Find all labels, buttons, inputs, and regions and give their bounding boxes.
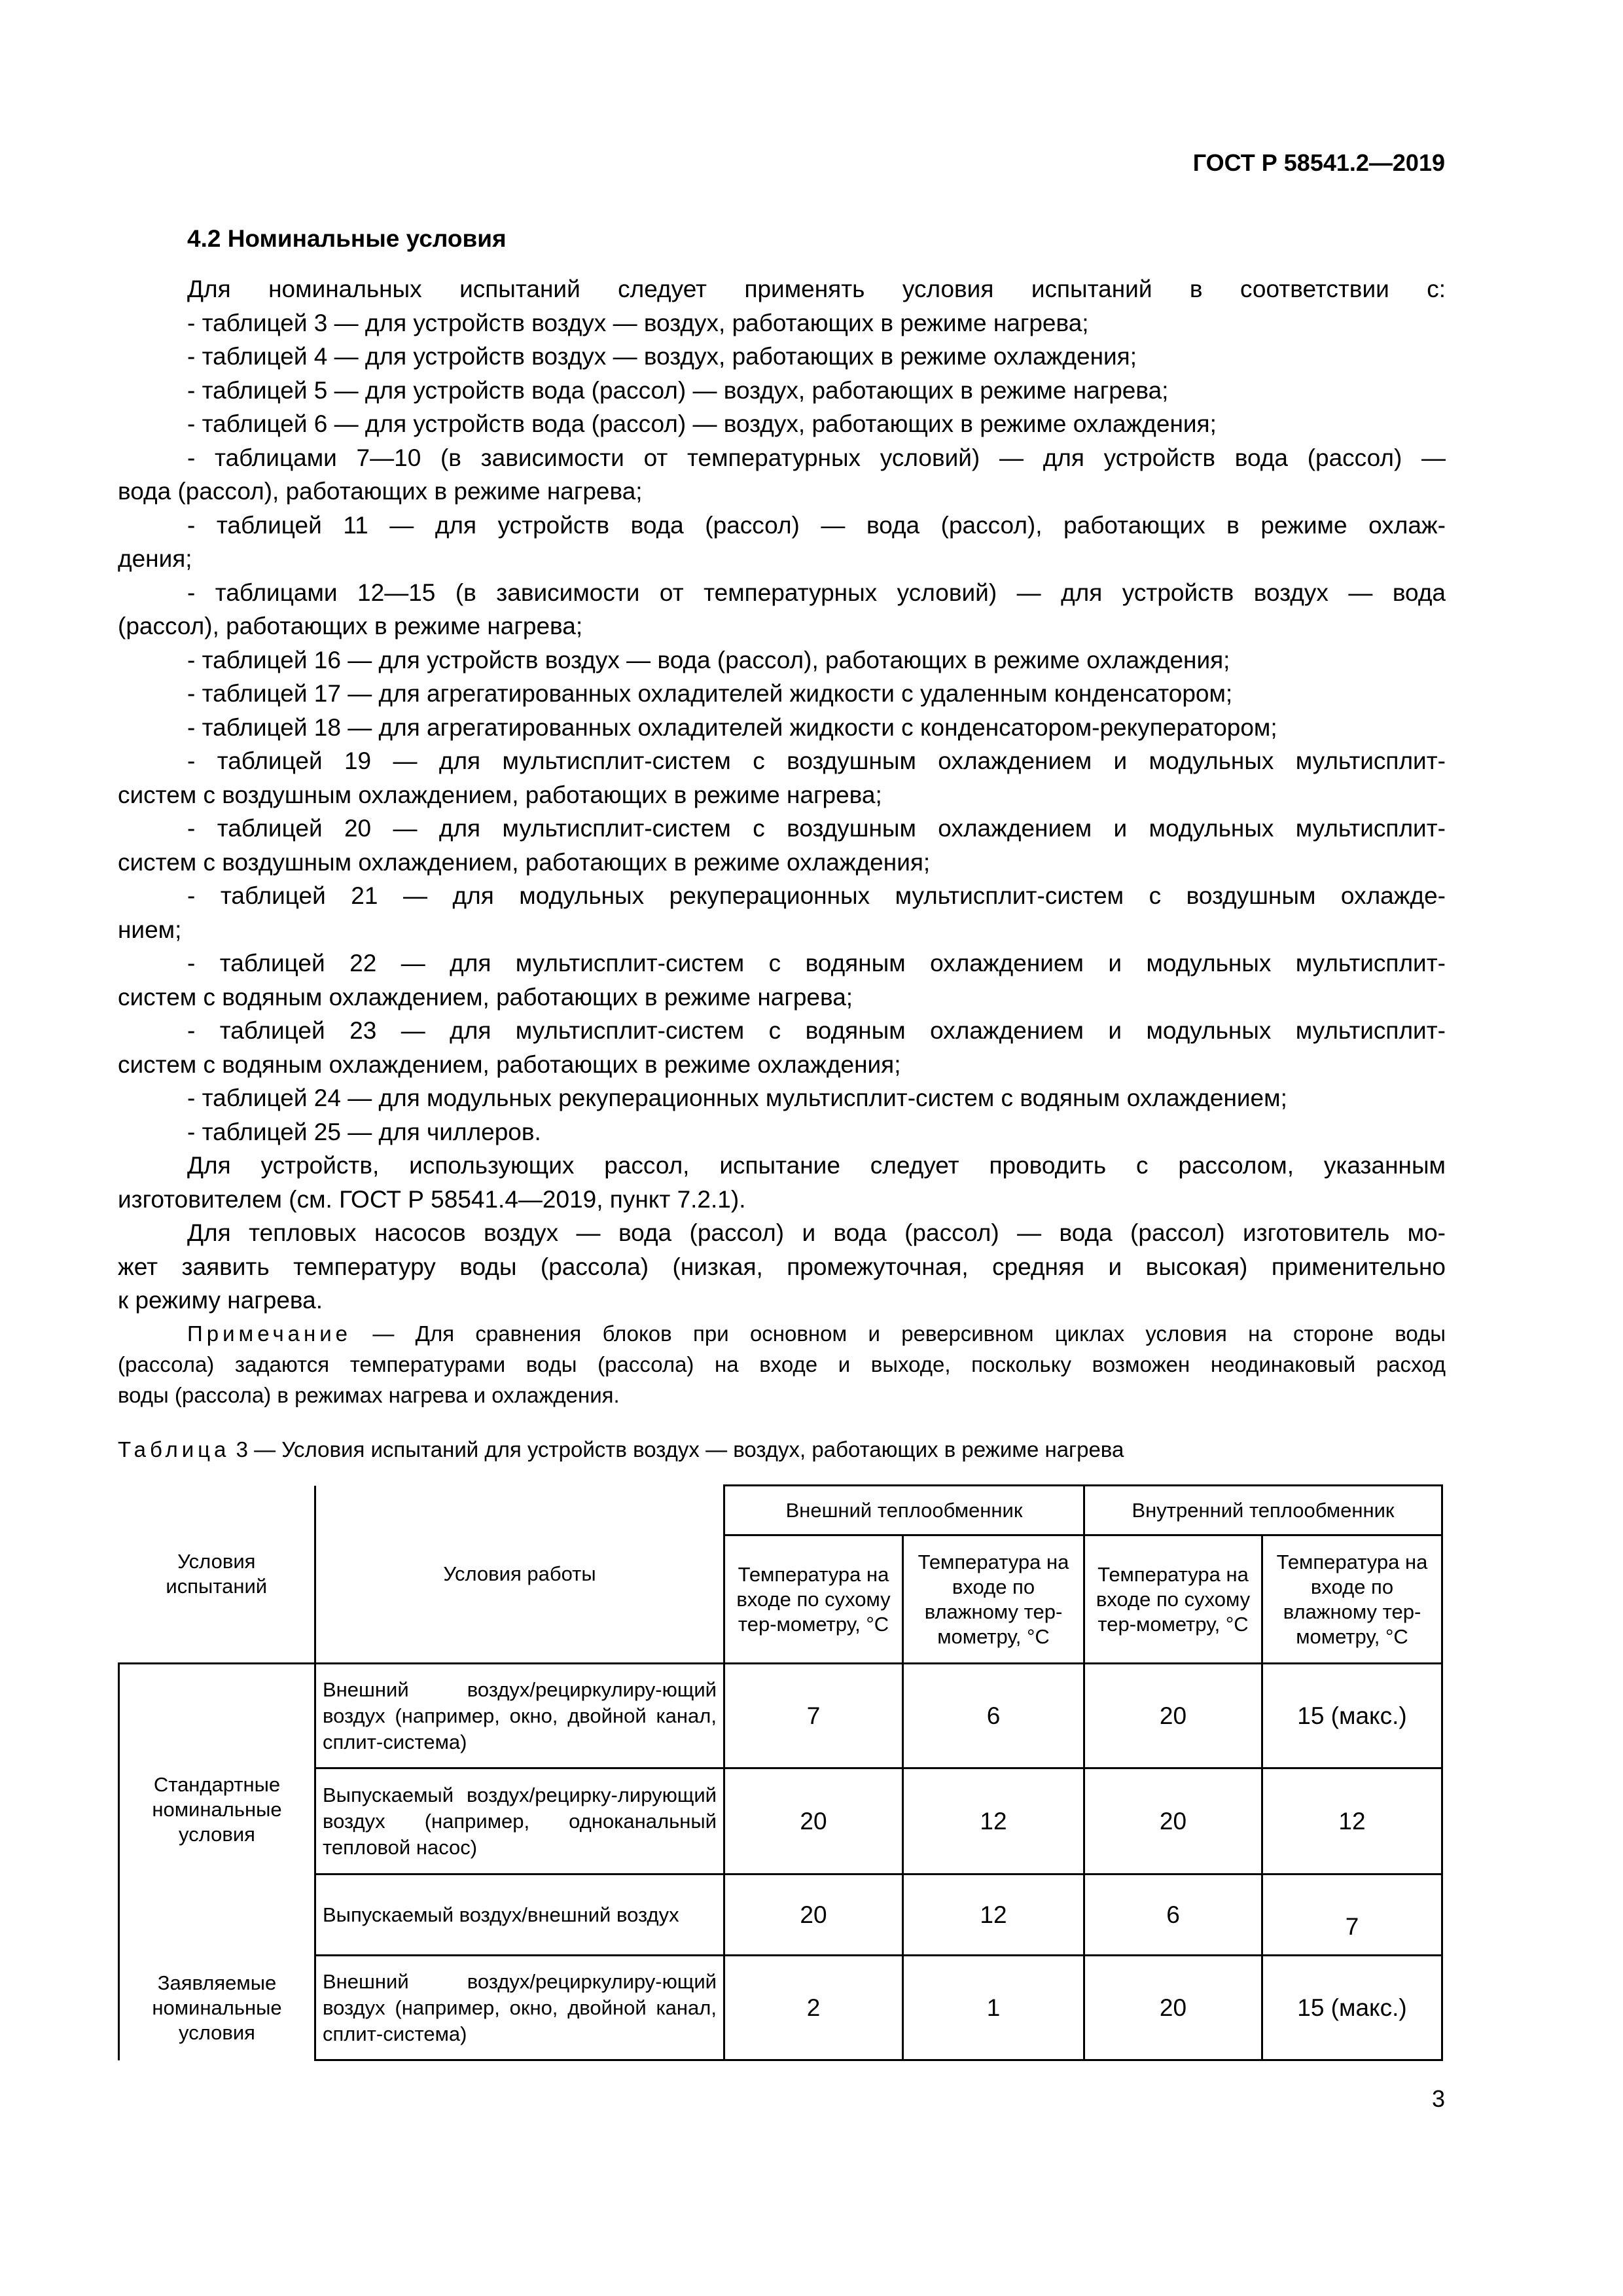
body-line: систем с водяным охлаждением, работающих в режиме нагрева; [118, 983, 853, 1011]
body-line: - таблицей 24 — для модульных рекуперационных мультисплит-систем с водяным охлаждением; [187, 1085, 1287, 1111]
value-cell: 15 (макс.) [1262, 1664, 1442, 1768]
header-indoor-wet-bulb: Температура на входе по влажному тер-мометру, °C [1262, 1535, 1442, 1664]
body-line: - таблицей 3 — для устройств воздух — воздух, работающих в режиме нагрева; [187, 309, 1089, 336]
value-cell: 20 [1084, 1956, 1262, 2060]
body-line: нием; [118, 916, 182, 943]
body-line: к режиму нагрева. [118, 1287, 323, 1314]
body-line: систем с воздушным охлаждением, работающих в режиме охлаждения; [118, 848, 931, 876]
value-cell: 12 [1262, 1768, 1442, 1874]
body-line: - таблицей 20 — для мультисплит-систем с воздушным охлаждением и модульных мультисплит- [187, 815, 1446, 842]
body-line: - таблицей 19 — для мультисплит-систем с воздушным охлаждением и модульных мультисплит- [187, 747, 1446, 774]
body-line: жет заявить температуру воды (рассола) (низкая, промежуточная, средняя и высокая) применительно [118, 1253, 1446, 1280]
body-line: - таблицей 23 — для мультисплит-систем с водяным охлаждением и модульных мультисплит- [187, 1017, 1446, 1044]
header-outdoor-dry-bulb: Температура на входе по сухому тер-мометру, °C [724, 1535, 903, 1664]
body-line: - таблицей 21 — для модульных рекуперационных мультисплит-систем с воздушным охлажде- [187, 882, 1446, 909]
note-label: Примечание [187, 1321, 352, 1346]
value-cell: 20 [724, 1874, 903, 1956]
page-number: 3 [1431, 2085, 1445, 2112]
table-caption-text: 3 — Условия испытаний для устройств воздух — воздух, работающих в режиме нагрева [236, 1437, 1124, 1462]
header-indoor-dry-bulb: Температура на входе по сухому тер-мометру, °C [1084, 1535, 1262, 1664]
value-cell: 2 [724, 1956, 903, 2060]
body-line: - таблицей 5 — для устройств вода (рассол) — воздух, работающих в режиме нагрева; [187, 376, 1169, 404]
table-row [119, 1956, 1442, 2060]
value-cell: 20 [724, 1768, 903, 1874]
body-line: систем с водяным охлаждением, работающих в режиме охлаждения; [118, 1050, 901, 1078]
body-line: - таблицами 7—10 (в зависимости от температурных условий) — для устройств вода (рассол) — [187, 444, 1446, 471]
body-line: - таблицей 6 — для устройств вода (рассол) — воздух, работающих в режиме охлаждения; [187, 410, 1217, 437]
note [118, 1318, 1446, 1410]
body-line: Для тепловых насосов воздух — вода (рассол) и вода (рассол) — вода (рассол) изготовитель мо- [187, 1219, 1446, 1246]
work-condition-cell: Внешний воздух/рециркулиру-ющий воздух (например, окно, двойной канал, сплит-система) [315, 1664, 724, 1768]
table-row [119, 1664, 1442, 1768]
body-line: - таблицей 4 — для устройств воздух — воздух, работающих в режиме охлаждения; [187, 343, 1137, 370]
body-line: систем с воздушным охлаждением, работающих в режиме нагрева; [118, 781, 882, 808]
value-cell: 20 [1084, 1664, 1262, 1768]
value-cell: 20 [1084, 1768, 1262, 1874]
body-line: - таблицами 12—15 (в зависимости от температурных условий) — для устройств воздух — вода [187, 579, 1446, 606]
document-id: ГОСТ Р 58541.2—2019 [1192, 149, 1445, 176]
test-conditions-table [118, 1484, 1443, 2061]
work-condition-cell: Выпускаемый воздух/внешний воздух [315, 1874, 724, 1956]
value-cell: 15 (макс.) [1262, 1956, 1442, 2060]
body-line: вода (рассол), работающих в режиме нагрева; [118, 478, 643, 505]
value-cell: 6 [903, 1664, 1084, 1768]
value-cell: 12 [903, 1874, 1084, 1956]
table-row [119, 1768, 1442, 1874]
header-outdoor-wet-bulb: Температура на входе по влажному тер-мометру, °C [903, 1535, 1084, 1664]
section-title: 4.2 Номинальные условия [187, 225, 507, 252]
body-line: - таблицей 11 — для устройств вода (рассол) — вода (рассол), работающих в режиме охлаж- [187, 511, 1446, 539]
body-line: - таблицей 18 — для агрегатированных охладителей жидкости с конденсатором-рекуператором; [187, 713, 1277, 741]
condition-cell: Заявляемые номинальные условия [119, 1956, 315, 2060]
work-condition-cell: Выпускаемый воздух/рецирку-лирующий воздух (например, одноканальный тепловой насос) [315, 1768, 724, 1874]
note-line: воды (рассола) в режимах нагрева и охлаждения. [118, 1383, 620, 1407]
note-text: — Для сравнения блоков при основном и реверсивном циклах условия на стороне воды [372, 1321, 1446, 1346]
note-line: (рассола) задаются температурами воды (рассола) на входе и выходе, поскольку возможен неодинаковый расход [118, 1352, 1446, 1376]
header-test-conditions: Условия испытаний [119, 1486, 315, 1664]
note-line [118, 1318, 1446, 1349]
body-line: дения; [118, 545, 192, 572]
value-cell: 12 [903, 1768, 1084, 1874]
value-cell: 7 [724, 1664, 903, 1768]
value-cell [1262, 1874, 1442, 1956]
value-cell: 6 [1084, 1874, 1262, 1956]
body-line: Для устройств, использующих рассол, испытание следует проводить с рассолом, указанным [187, 1152, 1446, 1179]
body-line: - таблицей 25 — для чиллеров. [187, 1118, 541, 1145]
work-condition-cell: Внешний воздух/рециркулиру-ющий воздух (например, окно, двойной канал, сплит-система) [315, 1956, 724, 2060]
body-line: - таблицей 16 — для устройств воздух — вода (рассол), работающих в режиме охлаждения; [187, 646, 1230, 673]
table-caption [118, 1437, 1124, 1462]
table-caption-label: Таблица [118, 1437, 230, 1462]
header-indoor-hx: Внутренний теплообменник [1084, 1486, 1442, 1535]
body-line: Для номинальных испытаний следует применять условия испытаний в соответствии с: [187, 276, 1446, 302]
condition-cell: Стандартные номинальные условия [119, 1664, 315, 1956]
table-row [119, 1874, 1442, 1956]
body-line: - таблицей 17 — для агрегатированных охладителей жидкости с удаленным конденсатором; [187, 680, 1233, 707]
header-work-conditions: Условия работы [315, 1486, 724, 1664]
header-outdoor-hx: Внешний теплообменник [724, 1486, 1084, 1535]
value-text: 7 [1345, 1912, 1359, 1940]
body-line: изготовителем (см. ГОСТ Р 58541.4—2019, пункт 7.2.1). [118, 1185, 746, 1213]
body-line: - таблицей 22 — для мультисплит-систем с водяным охлаждением и модульных мультисплит- [187, 950, 1446, 977]
body-text [118, 272, 1446, 1318]
value-cell: 1 [903, 1956, 1084, 2060]
body-line: (рассол), работающих в режиме нагрева; [118, 613, 583, 639]
